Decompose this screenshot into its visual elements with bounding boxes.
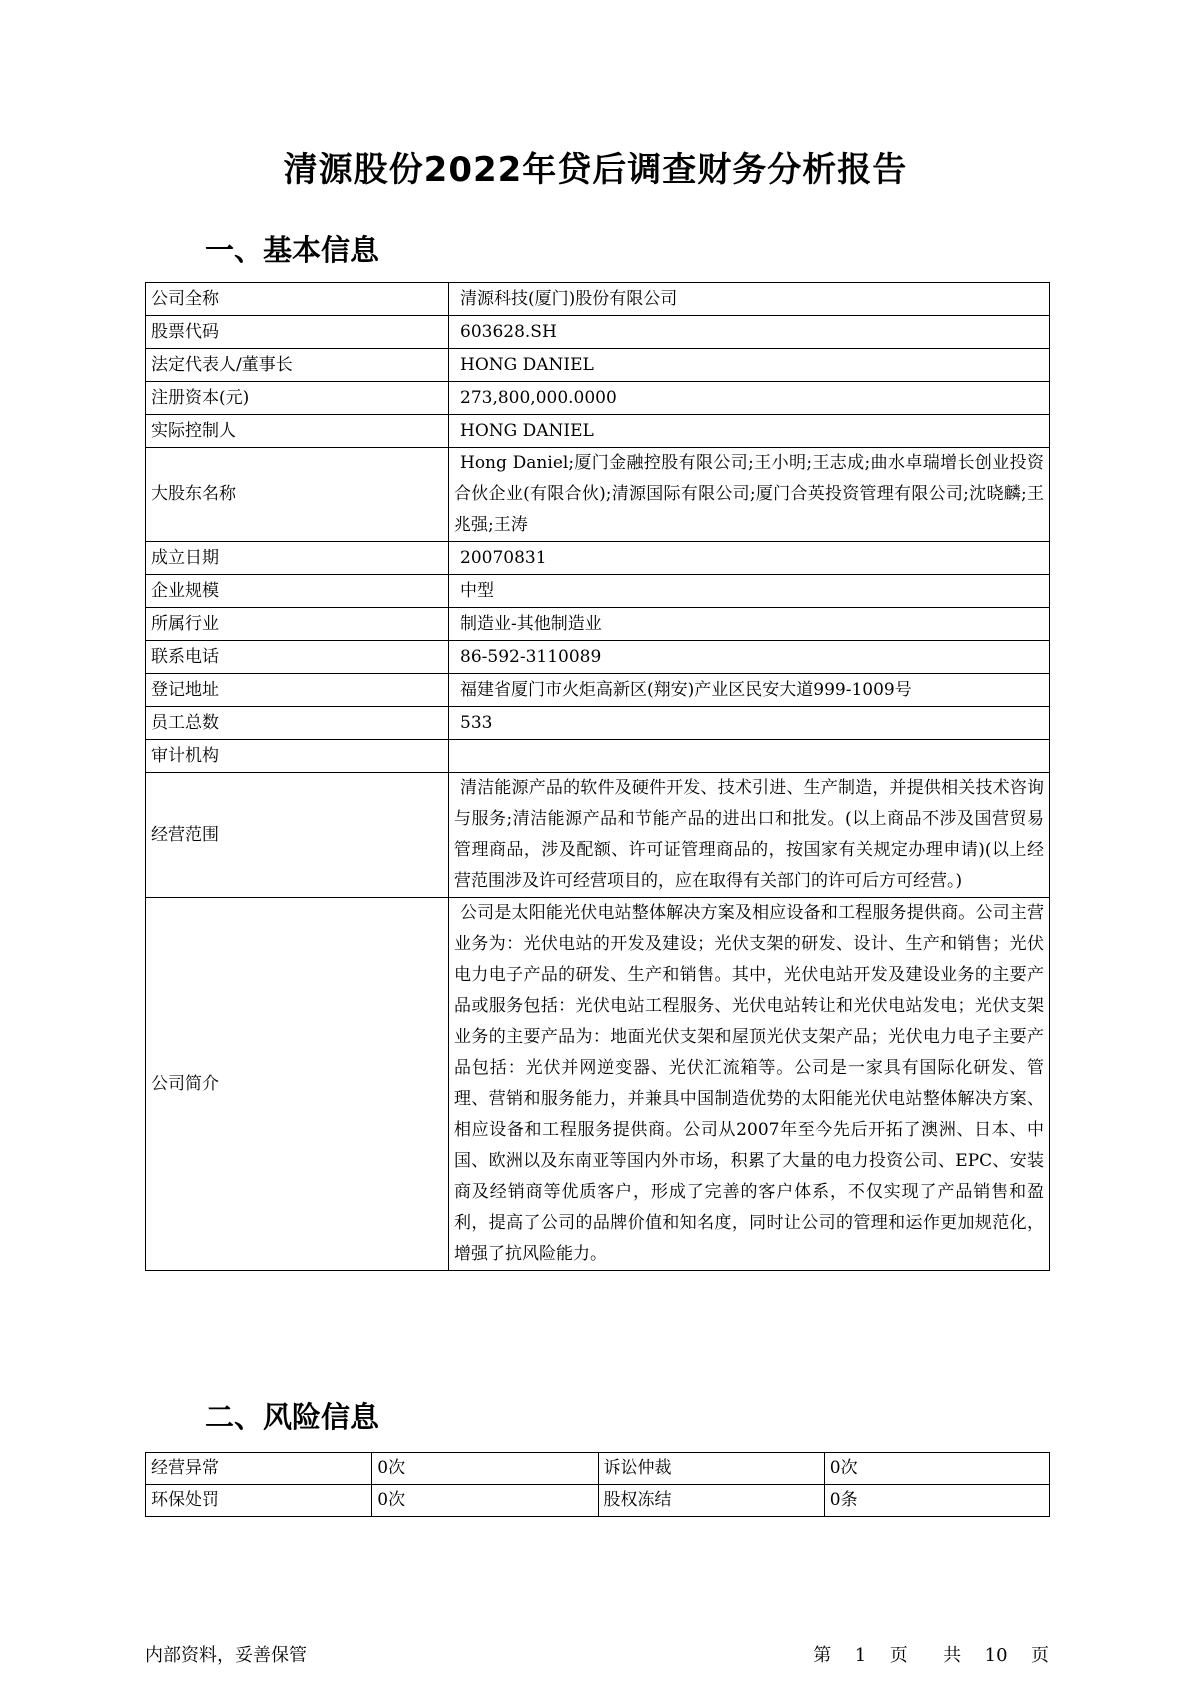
risk-value: 0条 [824, 1485, 1049, 1517]
risk-info-table [145, 1452, 1050, 1517]
info-label: 大股东名称 [146, 448, 449, 542]
info-value-cell [449, 740, 1050, 773]
info-value-cell [449, 316, 1050, 349]
info-row [146, 773, 1050, 898]
info-value: HONG DANIEL [460, 420, 594, 441]
info-row [146, 542, 1050, 575]
info-label: 成立日期 [146, 542, 449, 575]
risk-label: 股权冻结 [598, 1485, 824, 1517]
info-value: 福建省厦门市火炬高新区(翔安)产业区民安大道999-1009号 [460, 679, 912, 700]
info-value-cell [449, 283, 1050, 316]
info-value: 制造业-其他制造业 [460, 613, 602, 634]
info-value: HONG DANIEL [460, 354, 594, 375]
info-label: 公司简介 [146, 898, 449, 1271]
info-value-cell [449, 542, 1050, 575]
info-row [146, 707, 1050, 740]
risk-label: 环保处罚 [146, 1485, 372, 1517]
footer-page-number [813, 1641, 1049, 1667]
info-row [146, 448, 1050, 542]
info-label: 经营范围 [146, 773, 449, 898]
info-label: 股票代码 [146, 316, 449, 349]
info-value: 20070831 [460, 547, 547, 568]
info-row [146, 575, 1050, 608]
info-label: 员工总数 [146, 707, 449, 740]
risk-row [146, 1485, 1050, 1517]
info-row [146, 382, 1050, 415]
risk-label: 经营异常 [146, 1453, 372, 1485]
info-label: 登记地址 [146, 674, 449, 707]
info-label: 所属行业 [146, 608, 449, 641]
report-title: 清源股份2022年贷后调查财务分析报告 [283, 150, 908, 190]
info-label: 审计机构 [146, 740, 449, 773]
risk-row [146, 1453, 1050, 1485]
info-row [146, 349, 1050, 382]
info-value: 86-592-3110089 [460, 646, 602, 667]
info-value-cell [449, 773, 1050, 898]
info-value-cell [449, 898, 1050, 1271]
basic-info-table [145, 282, 1050, 1271]
page-mid: 页 [889, 1645, 908, 1666]
info-row [146, 283, 1050, 316]
info-row [146, 415, 1050, 448]
info-value-cell [449, 674, 1050, 707]
info-label: 法定代表人/董事长 [146, 349, 449, 382]
info-value-cell [449, 349, 1050, 382]
info-row [146, 608, 1050, 641]
info-value-cell [449, 382, 1050, 415]
page-current: 1 [854, 1645, 867, 1666]
risk-value: 0次 [824, 1453, 1049, 1485]
info-label: 联系电话 [146, 641, 449, 674]
info-value: 中型 [460, 580, 494, 601]
info-row [146, 316, 1050, 349]
page-prefix: 第 [813, 1645, 832, 1666]
info-value: 603628.SH [460, 321, 557, 342]
section-heading-basic-info: 一、基本信息 [205, 233, 380, 267]
info-value-cell [449, 707, 1050, 740]
info-value: 533 [460, 712, 493, 733]
risk-value: 0次 [372, 1453, 598, 1485]
info-label: 公司全称 [146, 283, 449, 316]
info-label: 企业规模 [146, 575, 449, 608]
info-value: 273,800,000.0000 [460, 387, 617, 408]
info-row [146, 674, 1050, 707]
page-suffix: 页 [1031, 1645, 1049, 1666]
info-row [146, 898, 1050, 1271]
info-value: 清洁能源产品的软件及硬件开发、技术引进、生产制造，并提供相关技术咨询与服务;清洁能源产品和节能产品的进出口和批发。(以上商品不涉及国营贸易管理商品，涉及配额、许可证管理商品的，按国家有关规定办理申请)(以上经营范围涉及许可经营项目的，应在取得有关部门的许可后方可经营。) [454, 778, 1044, 891]
info-label: 实际控制人 [146, 415, 449, 448]
info-value: 清源科技(厦门)股份有限公司 [460, 288, 678, 309]
footer-confidential-note: 内部资料，妥善保管 [145, 1645, 307, 1666]
info-label: 注册资本(元) [146, 382, 449, 415]
info-value-cell [449, 448, 1050, 542]
info-value: Hong Daniel;厦门金融控股有限公司;王小明;王志成;曲水卓瑞增长创业投资合伙企业(有限合伙);清源国际有限公司;厦门合英投资管理有限公司;沈晓麟;王兆强;王涛 [454, 453, 1044, 535]
risk-label: 诉讼仲裁 [598, 1453, 824, 1485]
info-value-cell [449, 415, 1050, 448]
page-total: 10 [984, 1645, 1008, 1666]
section-heading-risk-info: 二、风险信息 [205, 1400, 380, 1434]
info-value: 公司是太阳能光伏电站整体解决方案及相应设备和工程服务提供商。公司主营业务为：光伏电站的开发及建设；光伏支架的研发、设计、生产和销售；光伏电力电子产品的研发、生产和销售。其中，光伏电站开发及建设业务的主要产品或服务包括：光伏电站工程服务、光伏电站转让和光伏电站发电；光伏支架业务的主要产品为：地面光伏支架和屋顶光伏支架产品；光伏电力电子主要产品包括：光伏并网逆变器、光伏汇流箱等。公司是一家具有国际化研发、管理、营销和服务能力，并兼具中国制造优势的太阳能光伏电站整体解决方案、相应设备和工程服务提供商。公司从2007年至今先后开拓了澳洲、日本、中国、欧洲以及东南亚等国内外市场，积累了大量的电力投资公司、EPC、安装商及经销商等优质客户，形成了完善的客户体系，不仅实现了产品销售和盈利，提高了公司的品牌价值和知名度，同时让公司的管理和运作更加规范化，增强了抗风险能力。 [454, 903, 1044, 1264]
info-value-cell [449, 608, 1050, 641]
info-value-cell [449, 641, 1050, 674]
info-value-cell [449, 575, 1050, 608]
info-row [146, 641, 1050, 674]
page-total-prefix: 共 [943, 1645, 962, 1666]
risk-value: 0次 [372, 1485, 598, 1517]
info-row [146, 740, 1050, 773]
